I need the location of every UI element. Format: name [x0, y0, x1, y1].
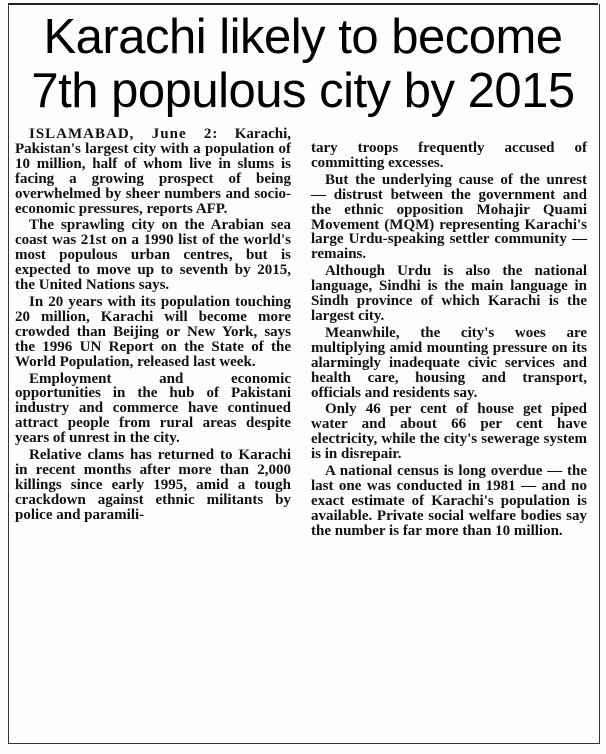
article-paragraph: But the underlying cause of the unrest — distrust between the government and the ethnic opposition Mohajir Quami Movement (MQM) representing Karachi's large Urdu-speaking settler community — remains.: [311, 171, 587, 263]
article-paragraph: [15, 127, 291, 216]
article-paragraph: Employment and economic opportunities in the hub of Pakistani industry and commerce have continued attract people from rural areas despite years of unrest in the city.: [15, 370, 291, 447]
headline-line-2: 7th populous city by 2015: [31, 64, 575, 118]
article-paragraph: Only 46 per cent of house get piped water and about 66 per cent have electricity, while the city's sewerage system is in disrepair.: [311, 401, 587, 463]
headline: [14, 10, 592, 118]
article-column-left: [15, 127, 291, 525]
paragraph-text: Karachi, Pakistan's largest city with a population of 10 million, half of whom live in slums is facing a growing prospect of being overwhelmed by sheer numbers and socio-economic pressures, reports AFP.: [15, 126, 291, 217]
article-paragraph: The sprawling city on the Arabian sea coast was 21st on a 1990 list of the world's most populous urban centres, but is expected to move up to seventh by 2015, the United Nations says.: [15, 217, 291, 294]
bottom-border-rule: [8, 743, 600, 744]
article-paragraph: In 20 years with its population touching 20 million, Karachi will become more crowded than Beijing or New York, says the 1996 UN Report on the State of the World Population, released last week.: [15, 293, 291, 370]
top-border-rule: [8, 3, 598, 5]
article-continuation: tary troops frequently accused of committing excesses.: [311, 140, 587, 171]
dateline: ISLAMABAD, June 2:: [29, 126, 219, 142]
right-border-rule: [599, 4, 600, 744]
article-column-right: [311, 141, 587, 541]
article-paragraph: Although Urdu is also the national language, Sindhi is the main language in Sindh province of which Karachi is the largest city.: [311, 263, 587, 324]
article-paragraph: Meanwhile, the city's woes are multiplying amid mounting pressure on its alarmingly inadequate civic services and health care, housing and transport, officials and residents say.: [311, 324, 587, 401]
article-paragraph: Relative clams has returned to Karachi in recent months after more than 2,000 killings since early 1995, amid a tough crackdown against ethnic militants by police and paramili-: [15, 447, 291, 523]
left-border-rule: [8, 4, 9, 744]
article-paragraph: A national census is long overdue — the last one was conducted in 1981 — and no exact estimate of Karachi's population is available. Private social welfare bodies say the number is far more than 10 million.: [311, 463, 587, 539]
headline-line-1: Karachi likely to become: [43, 10, 563, 64]
